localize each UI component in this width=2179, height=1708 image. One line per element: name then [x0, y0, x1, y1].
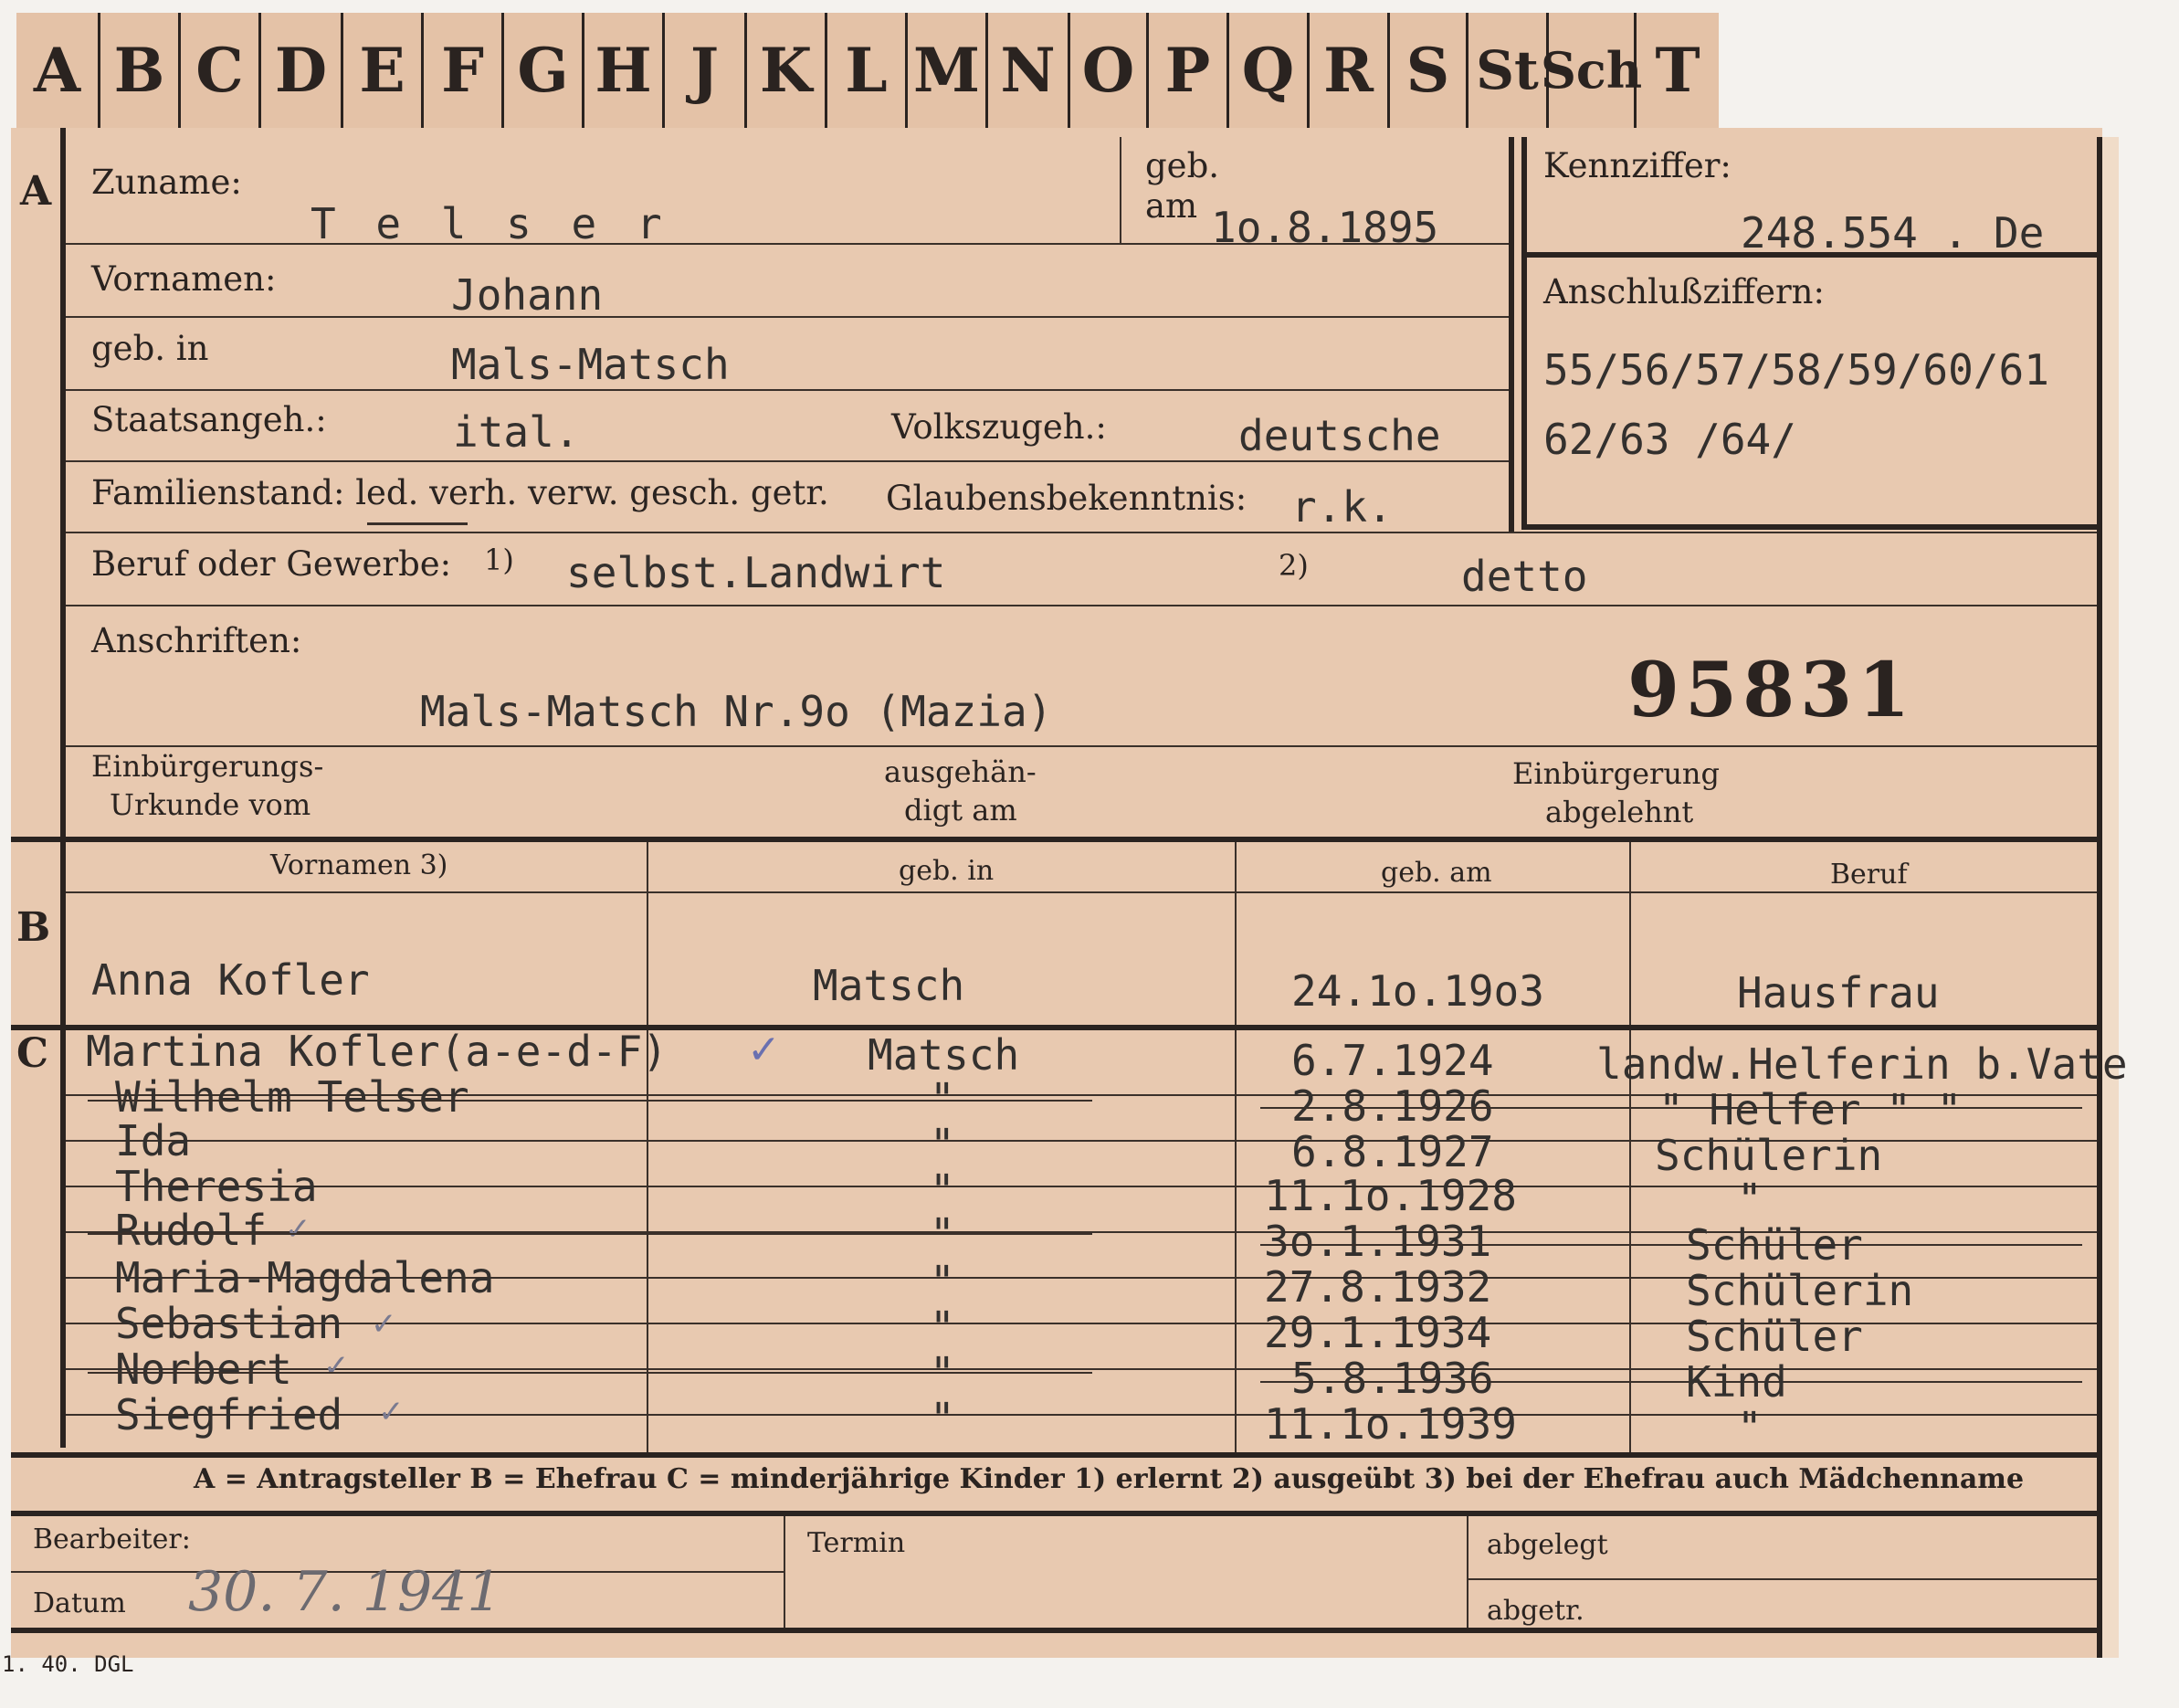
familienstand-underline: [367, 522, 468, 525]
tab-letter[interactable]: N: [988, 13, 1070, 128]
row-rule: [66, 1414, 2097, 1416]
geb-label: geb.: [1145, 146, 1220, 185]
familienstand-label: Familienstand: led. verh. verw. gesch. getr.: [91, 473, 829, 512]
section-mark-a: A: [20, 168, 52, 215]
check-mark-icon: ✓: [378, 1394, 405, 1430]
tab-letter[interactable]: H: [584, 13, 665, 128]
check-mark-icon: ✓: [371, 1306, 397, 1343]
wife-name: Anna Kofler: [91, 955, 370, 1005]
anschlussziffern-value-2: 62/63 /64/: [1543, 415, 1796, 464]
tab-letter[interactable]: S: [1390, 13, 1468, 128]
kennziffer-label: Kennziffer:: [1543, 146, 1732, 185]
legend-rule: [11, 1452, 2102, 1458]
tab-letter[interactable]: P: [1149, 13, 1229, 128]
ausgehaendigt-label-2: digt am: [904, 793, 1017, 828]
tab-letter[interactable]: G: [504, 13, 584, 128]
child-geb-am: 5.8.1936: [1291, 1354, 1494, 1403]
zuname-label: Zuname:: [91, 163, 242, 202]
header-rule: [66, 891, 2097, 893]
child-geb-in: ": [930, 1165, 955, 1215]
child-name: Theresia: [115, 1162, 318, 1211]
tab-letter[interactable]: J: [665, 13, 747, 128]
legend-rule: [11, 1511, 2102, 1516]
child-geb-in: ": [930, 1074, 955, 1123]
beruf-ausgeuebt-value: detto: [1461, 552, 1588, 601]
child-geb-am: 11.1o.1939: [1264, 1399, 1517, 1449]
child-beruf: " Helfer " ": [1658, 1085, 1963, 1134]
geb-in-value: Mals-Matsch: [451, 340, 730, 389]
column-rule: [1120, 137, 1121, 243]
card-edge: [2102, 137, 2119, 1658]
datum-label: Datum: [33, 1587, 126, 1619]
tab-letter[interactable]: Q: [1229, 13, 1310, 128]
footnote-2-marker: 2): [1279, 548, 1309, 583]
kennziffer-box-left: [1521, 137, 1527, 530]
child-name: Martina Kofler(a-e-d-F): [86, 1027, 668, 1076]
left-margin-rule: [60, 1025, 66, 1447]
child-geb-in: ": [930, 1348, 955, 1397]
child-geb-in: Matsch: [868, 1030, 1020, 1080]
child-beruf: ": [1737, 1403, 1763, 1452]
child-geb-am: 27.8.1932: [1264, 1262, 1492, 1312]
tab-letter[interactable]: A: [16, 13, 100, 128]
child-beruf: Kind: [1686, 1357, 1787, 1407]
beruf-label: Beruf oder Gewerbe:: [91, 544, 452, 584]
tab-letter[interactable]: L: [827, 13, 908, 128]
tab-letter[interactable]: D: [261, 13, 343, 128]
row-rule: [66, 389, 1509, 391]
tab-letter[interactable]: R: [1310, 13, 1390, 128]
row-rule: [66, 745, 2097, 747]
zuname-value: T e l s e r: [311, 199, 669, 248]
ausgehaendigt-label-1: ausgehän-: [884, 754, 1037, 789]
child-name: Ida: [115, 1116, 192, 1165]
einbuergerung-abgelehnt-label-2: abgelehnt: [1545, 795, 1694, 829]
tab-letter[interactable]: Sch: [1549, 13, 1637, 128]
anschrift-value: Mals-Matsch Nr.9o (Mazia): [420, 687, 1053, 736]
child-geb-am: 11.1o.1928: [1264, 1171, 1517, 1220]
tab-letter[interactable]: K: [747, 13, 827, 128]
volkszugeh-label: Volkszugeh.:: [891, 407, 1107, 447]
wife-geb-in: Matsch: [813, 961, 965, 1010]
section-rule: [11, 837, 2102, 842]
anschriften-label: Anschriften:: [91, 621, 302, 660]
einbuergerung-urkunde-label-1: Einbürgerungs-: [91, 749, 324, 784]
tab-letter[interactable]: T: [1655, 35, 1700, 106]
check-mark-icon: ✓: [323, 1348, 350, 1385]
row-rule: [1467, 1578, 2097, 1580]
am-label: am: [1145, 186, 1198, 226]
vornamen-value: Johann: [451, 270, 604, 320]
child-beruf: ": [1737, 1175, 1763, 1224]
child-name: Sebastian: [115, 1299, 343, 1348]
wife-geb-am: 24.1o.19o3: [1291, 966, 1544, 1016]
staatsangeh-value: ital.: [453, 407, 580, 457]
section-mark-c: C: [16, 1030, 49, 1077]
child-geb-am: 6.8.1927: [1291, 1127, 1494, 1176]
wife-beruf: Hausfrau: [1737, 968, 1940, 1017]
row-rule: [66, 460, 1509, 462]
child-name: Rudolf: [115, 1206, 268, 1255]
child-beruf: Schüler: [1686, 1220, 1863, 1270]
section-mark-b: B: [16, 904, 51, 951]
child-geb-in: ": [930, 1257, 955, 1306]
anschluss-box-rule: [1523, 524, 2097, 530]
child-name: Siegfried: [115, 1390, 343, 1439]
glaubensbekenntnis-value: r.k.: [1291, 482, 1393, 532]
row-rule: [66, 316, 1509, 318]
abgelegt-label: abgelegt: [1487, 1529, 1608, 1561]
column-rule: [1467, 1516, 1468, 1628]
anschlussziffern-label: Anschlußziffern:: [1543, 272, 1825, 311]
geb-in-label: geb. in: [91, 329, 209, 368]
bearbeiter-label: Bearbeiter:: [33, 1523, 191, 1555]
row-rule: [66, 1368, 2097, 1370]
alphabet-tab-strip: [16, 13, 1719, 128]
child-beruf: Schülerin: [1686, 1266, 1914, 1315]
card-number: 95831: [1627, 647, 1916, 734]
tab-letter[interactable]: O: [1070, 13, 1149, 128]
col-header-beruf: Beruf: [1830, 859, 1908, 891]
strike-line: [1260, 1244, 2082, 1246]
box-rule: [1509, 137, 1514, 532]
child-name: Wilhelm Telser: [115, 1072, 469, 1122]
check-mark-icon: ✓: [285, 1211, 311, 1248]
child-geb-in: ": [930, 1120, 955, 1169]
tab-letter[interactable]: St: [1468, 13, 1549, 128]
footnote-1-marker: 1): [484, 543, 514, 577]
column-rule: [1235, 842, 1237, 1454]
vornamen-label: Vornamen:: [91, 259, 277, 299]
child-beruf: Schüler: [1686, 1312, 1863, 1361]
child-geb-am: 6.7.1924: [1291, 1036, 1494, 1085]
tab-letter[interactable]: B: [100, 13, 181, 128]
column-rule: [647, 842, 648, 1454]
col-header-vornamen: Vornamen 3): [270, 849, 448, 881]
datum-handwritten: 30. 7. 1941: [188, 1560, 502, 1624]
tab-letter[interactable]: C: [181, 13, 261, 128]
child-geb-in: ": [930, 1302, 955, 1352]
child-geb-in: ": [930, 1209, 955, 1259]
anschlussziffern-value-1: 55/56/57/58/59/60/61: [1543, 345, 2049, 395]
child-name: Maria-Magdalena: [115, 1253, 495, 1302]
tab-letter[interactable]: F: [424, 13, 504, 128]
form-code: 1. 40. DGL: [2, 1651, 134, 1677]
glaubensbekenntnis-label: Glaubensbekenntnis:: [886, 479, 1247, 518]
abgetr-label: abgetr.: [1487, 1595, 1584, 1627]
child-name: Norbert: [115, 1344, 292, 1394]
child-geb-am: 3o.1.1931: [1264, 1217, 1492, 1266]
bottom-rule: [11, 1628, 2102, 1633]
check-mark-icon: ✓: [747, 1027, 781, 1073]
child-geb-am: 2.8.1926: [1291, 1081, 1494, 1131]
col-header-geb-am: geb. am: [1381, 857, 1492, 889]
row-rule: [66, 1186, 2097, 1187]
child-geb-in: ": [930, 1394, 955, 1443]
right-border: [2097, 137, 2102, 1658]
staatsangeh-label: Staatsangeh.:: [91, 400, 327, 439]
tab-letter[interactable]: E: [343, 13, 424, 128]
column-rule: [784, 1516, 785, 1628]
geb-am-value: 1o.8.1895: [1211, 203, 1439, 252]
termin-label: Termin: [807, 1527, 906, 1559]
child-beruf: landw.Helferin b.Vate: [1596, 1039, 2128, 1089]
tab-letter[interactable]: M: [908, 13, 988, 128]
einbuergerung-abgelehnt-label-1: Einbürgerung: [1512, 756, 1721, 791]
kennziffer-value: 248.554 . De: [1741, 208, 2045, 258]
beruf-erlernt-value: selbst.Landwirt: [566, 548, 946, 597]
child-geb-am: 29.1.1934: [1264, 1308, 1492, 1357]
legend-text: A = Antragsteller B = Ehefrau C = minderjährige Kinder 1) erlernt 2) ausgeübt 3) bei der Ehefrau auch Mädchenname: [194, 1463, 2025, 1495]
col-header-geb-in: geb. in: [899, 855, 995, 887]
volkszugeh-value: deutsche: [1238, 411, 1441, 460]
einbuergerung-urkunde-label-2: Urkunde vom: [110, 787, 311, 822]
child-beruf: Schülerin: [1655, 1131, 1883, 1180]
column-rule: [1629, 842, 1631, 1454]
row-rule: [66, 605, 2097, 606]
row-rule: [66, 532, 2097, 533]
strike-line: [1260, 1381, 2082, 1383]
